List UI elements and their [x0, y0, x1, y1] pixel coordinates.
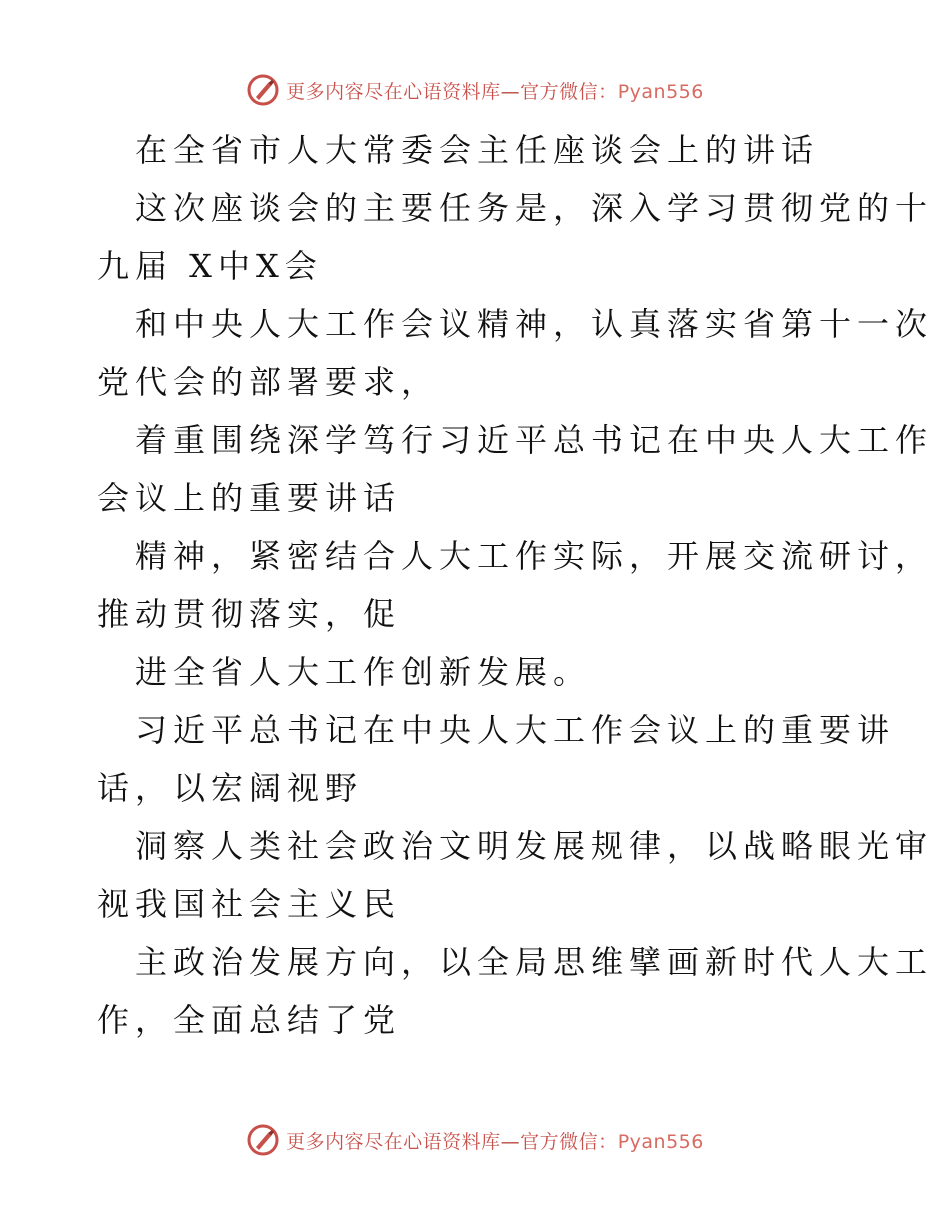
doc-line: 进全省人大工作创新发展。: [135, 653, 592, 691]
doc-line: 精神，紧密结合人大工作实际，开展交流研讨，: [135, 537, 934, 575]
doc-line: 和中央人大工作会议精神，认真落实省第十一次: [135, 305, 934, 343]
doc-line: 着重围绕深学笃行习近平总书记在中央人大工作: [135, 421, 934, 459]
pen-circle-logo-icon: [246, 1123, 280, 1157]
doc-title: 在全省市人大常委会主任座谈会上的讲话: [135, 131, 820, 169]
banner-main-text: 更多内容尽在心语资料库: [286, 80, 501, 103]
banner-sub-text: 官方微信：: [520, 80, 618, 103]
banner-main-text: 更多内容尽在心语资料库: [286, 1130, 501, 1153]
doc-line: 习近平总书记在中央人大工作会议上的重要讲: [135, 711, 896, 749]
pen-circle-logo-icon: [246, 73, 280, 107]
footer-banner: [0, 1120, 950, 1160]
banner-text: [286, 77, 704, 104]
banner-wechat-id: Pyan556: [617, 80, 704, 103]
doc-line: 视我国社会主义民: [97, 885, 402, 923]
doc-line: 会议上的重要讲话: [97, 479, 402, 517]
banner-text: [286, 1127, 704, 1154]
doc-line: 九届 X中X会: [97, 247, 323, 285]
banner-sub-text: 官方微信：: [520, 1130, 618, 1153]
doc-line: 作，全面总结了党: [97, 1001, 402, 1039]
doc-line: 洞察人类社会政治文明发展规律，以战略眼光审: [135, 827, 934, 865]
banner-dash: —: [500, 1130, 521, 1153]
doc-line: 推动贯彻落实，促: [97, 595, 402, 633]
banner-dash: —: [500, 80, 521, 103]
banner-wechat-id: Pyan556: [617, 1130, 704, 1153]
doc-line: 党代会的部署要求，: [97, 363, 440, 401]
doc-line: 这次座谈会的主要任务是，深入学习贯彻党的十: [135, 189, 934, 227]
doc-line: 主政治发展方向，以全局思维擘画新时代人大工: [135, 943, 934, 981]
header-banner: [0, 70, 950, 110]
doc-line: 话，以宏阔视野: [97, 769, 364, 807]
